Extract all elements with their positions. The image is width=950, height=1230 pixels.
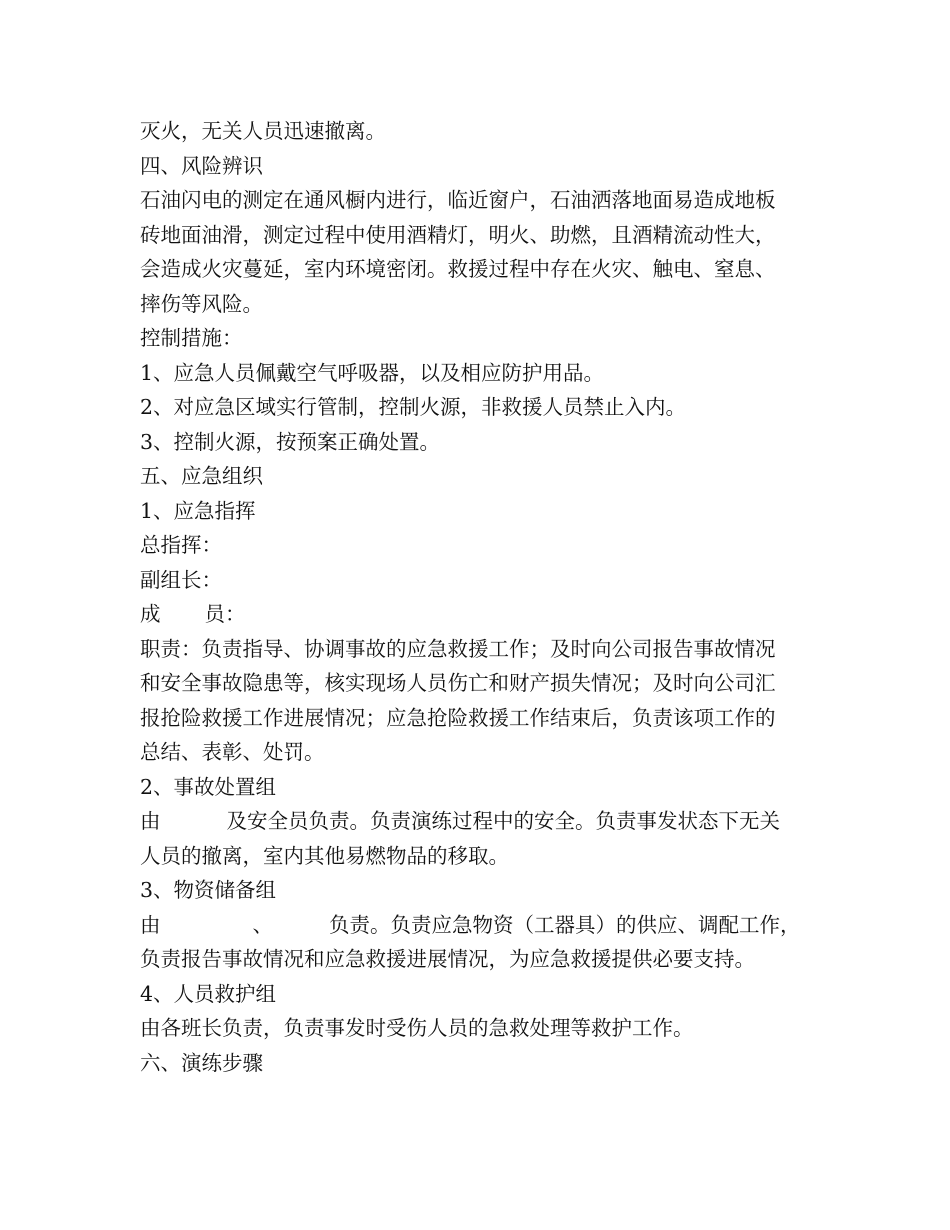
text-line: 灭火，无关人员迅速撤离。 (140, 119, 386, 143)
text-line: 和安全事故隐患等，核实现场人员伤亡和财产损失情况；及时向公司汇 (140, 671, 776, 695)
supply-part2: 、 (252, 912, 273, 937)
text-line: 报抢险救援工作进展情况；应急抢险救援工作结束后，负责该项工作的 (140, 705, 776, 730)
text-line: 由各班长负责，负责事发时受伤人员的急救处理等救护工作。 (140, 1016, 694, 1040)
text-line: 砖地面油滑，测定过程中使用酒精灯，明火、助燃，且酒精流动性大， (140, 222, 776, 247)
text-line: 职责：负责指导、协调事故的应急救援工作；及时向公司报告事故情况 (140, 636, 776, 661)
deputy-line: 副组长： (140, 567, 222, 592)
disposal-part2: 及安全员负责。负责演练过程中的安全。负责事发状态下无关 (226, 809, 780, 833)
section-heading-steps: 六、演练步骤 (140, 1050, 263, 1075)
list-item: 1、应急人员佩戴空气呼吸器，以及相应防护用品。 (140, 360, 605, 385)
subsection-heading: 1、应急指挥 (140, 498, 256, 523)
subsection-heading: 4、人员救护组 (140, 981, 277, 1006)
text-line: 人员的撤离，室内其他易燃物品的移取。 (140, 843, 509, 868)
member-line (140, 597, 830, 632)
section-heading-organization: 五、应急组织 (140, 464, 263, 488)
supply-part1: 由 (140, 912, 161, 937)
list-item: 3、控制火源，按预案正确处置。 (140, 429, 441, 454)
disposal-line (140, 804, 830, 839)
text-line: 石油闪电的测定在通风橱内进行，临近窗户，石油洒落地面易造成地板 (140, 188, 776, 212)
member-label-part1: 成 (140, 602, 161, 626)
control-measures-heading: 控制措施： (140, 326, 243, 350)
section-heading-risk: 四、风险辨识 (140, 153, 263, 178)
text-line: 摔伤等风险。 (140, 291, 263, 316)
commander-line: 总指挥： (140, 533, 222, 557)
subsection-heading: 2、事故处置组 (140, 774, 277, 799)
subsection-heading: 3、物资储备组 (140, 878, 277, 902)
text-line: 负责报告事故情况和应急救援进展情况，为应急救援提供必要支持。 (140, 947, 755, 971)
list-item: 2、对应急区域实行管制，控制火源，非救援人员禁止入内。 (140, 395, 687, 419)
text-line: 会造成火灾蔓延，室内环境密闭。救援过程中存在火灾、触电、窒息、 (140, 257, 776, 281)
supply-line (140, 908, 830, 943)
text-line: 总结、表彰、处罚。 (140, 740, 325, 764)
disposal-part1: 由 (140, 809, 161, 833)
member-label-part2: 员： (204, 602, 246, 626)
supply-part3: 负责。负责应急物资（工器具）的供应、调配工作， (329, 912, 801, 937)
document-page (140, 114, 830, 1080)
